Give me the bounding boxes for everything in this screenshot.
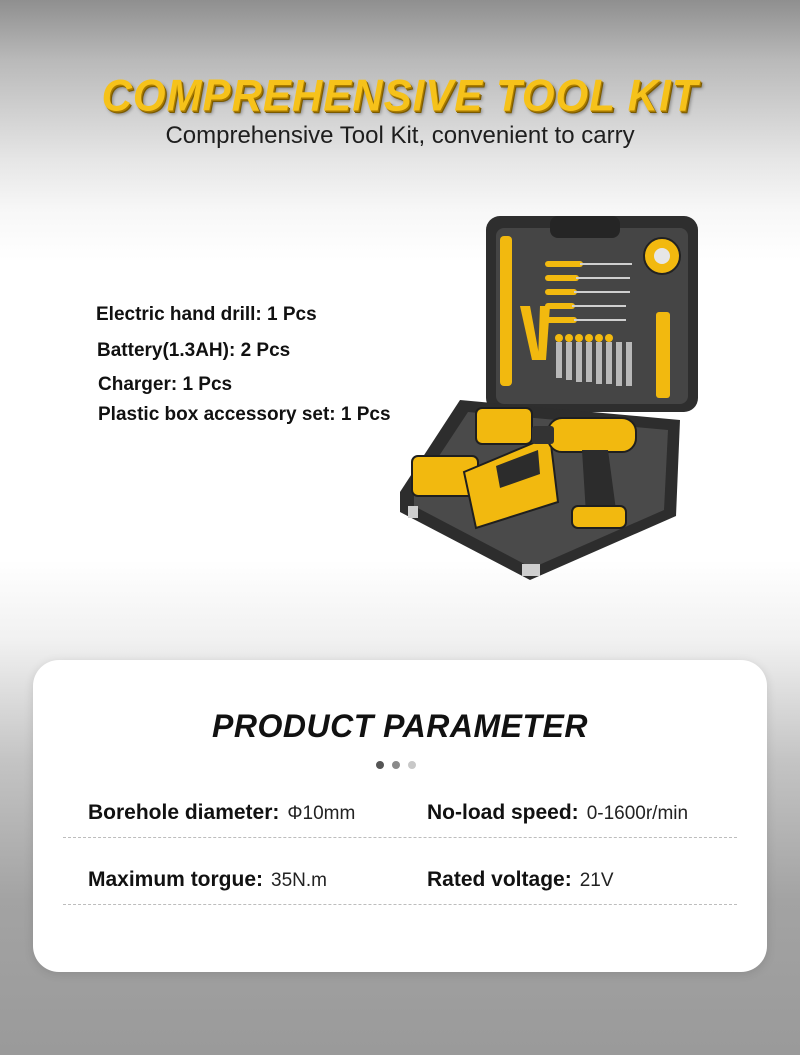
parameter-title: PRODUCT PARAMETER [212,708,588,744]
parameter-value: 21V [579,870,614,891]
parameter-label: Borehole diameter: [88,801,280,824]
parameter-maximum-torque [88,868,327,892]
subheadline: Comprehensive Tool Kit, convenient to carry [165,122,635,149]
kit-item-charger: Charger: 1 Pcs [98,374,233,395]
parameter-value: Φ10mm [287,803,356,824]
tool-kit-case-image [380,210,710,590]
pagination-dots [376,761,416,769]
parameter-label: Rated voltage: [427,868,572,891]
kit-item-box-set: Plastic box accessory set: 1 Pcs [98,404,391,425]
parameter-borehole-diameter [88,801,355,825]
parameter-label: No-load speed: [427,801,579,824]
parameter-label: Maximum torgue: [88,868,264,891]
dot-active [376,761,384,769]
product-parameter-card [33,660,767,972]
parameter-no-load-speed [427,801,688,825]
parameter-row [63,801,737,838]
kit-item-battery: Battery(1.3AH): 2 Pcs [97,340,291,361]
parameter-value: 0-1600r/min [586,803,689,824]
dot [408,761,416,769]
parameter-value: 35N.m [271,870,327,891]
headline: COMPREHENSIVE TOOL KIT [101,70,699,121]
kit-item-drill: Electric hand drill: 1 Pcs [96,304,317,325]
parameter-rated-voltage [427,868,614,892]
parameter-row [63,868,737,905]
dot [392,761,400,769]
